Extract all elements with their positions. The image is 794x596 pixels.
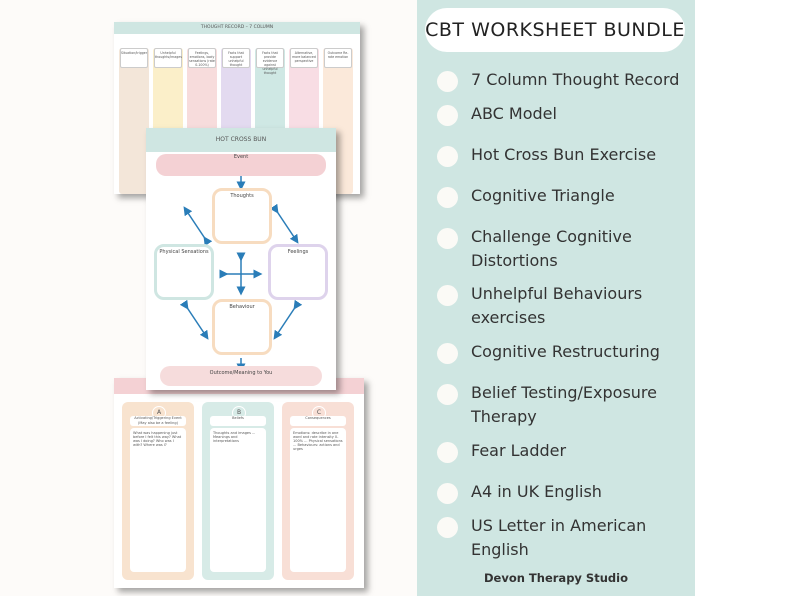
bundle-item-label: ABC Model xyxy=(471,104,557,123)
abc-letter: C xyxy=(312,406,326,420)
abc-model-sheet xyxy=(114,378,364,588)
outcome-label: Outcome/Meaning to You xyxy=(209,370,273,376)
bullet-dot-icon xyxy=(437,187,458,208)
bundle-item xyxy=(437,484,687,504)
thoughts-label: Thoughts xyxy=(230,193,254,199)
bundle-item xyxy=(437,188,687,208)
thought-record-column-header: Alternative, more balanced perspective xyxy=(290,48,318,68)
bundle-item-label: Hot Cross Bun Exercise xyxy=(471,145,657,164)
bundle-title: CBT WORKSHEET BUNDLE xyxy=(425,8,685,52)
bullet-dot-icon xyxy=(437,285,458,306)
abc-letter: A xyxy=(152,406,166,420)
bundle-item-label: Cognitive Triangle xyxy=(471,186,615,205)
abc-column-body: Emotions: describe in one word and rate intensity 0-100% ... Physical sensations ... Behaviours: actions and urges xyxy=(290,428,346,572)
abc-column-body: What was happening just before I felt this way? What was I doing? Who was I with? Where was I? xyxy=(130,428,186,572)
bullet-dot-icon xyxy=(437,71,458,92)
event-label: Event xyxy=(233,154,249,160)
bundle-item xyxy=(437,443,687,463)
bundle-item xyxy=(437,518,687,562)
bundle-item xyxy=(437,344,687,364)
thought-record-column-header: Situation/trigger xyxy=(120,48,148,68)
bundle-item xyxy=(437,286,687,330)
abc-letter: B xyxy=(232,406,246,420)
abc-column xyxy=(202,402,274,580)
behaviour-label: Behaviour xyxy=(229,304,255,310)
abc-column-label: Consequences xyxy=(290,416,346,426)
physical-sensations-box xyxy=(154,244,214,300)
abc-column xyxy=(122,402,194,580)
bundle-item-label: Cognitive Restructuring xyxy=(471,342,660,361)
bundle-item-label: Challenge Cognitive Distortions xyxy=(471,227,632,270)
thought-record-column-header: Facts that support unhelpful thought xyxy=(222,48,250,68)
bullet-dot-icon xyxy=(437,384,458,405)
thought-record-title: THOUGHT RECORD – 7 COLUMN xyxy=(114,22,360,34)
abc-column-label: Activating/Triggering Event (May also be a feeling) xyxy=(130,416,186,426)
feelings-label: Feelings xyxy=(287,249,309,255)
abc-column-body: Thoughts and images ... Meanings and interpretations xyxy=(210,428,266,572)
bullet-dot-icon xyxy=(437,442,458,463)
bundle-item xyxy=(437,229,687,273)
bundle-item xyxy=(437,106,687,126)
hot-cross-bun-title: HOT CROSS BUN xyxy=(146,128,336,152)
thought-record-column-header: Unhelpful thoughts/images xyxy=(154,48,182,68)
bundle-item xyxy=(437,385,687,429)
thought-record-column-header: Outcome Re-rate emotion xyxy=(324,48,352,68)
bullet-dot-icon xyxy=(437,343,458,364)
bullet-dot-icon xyxy=(437,483,458,504)
bundle-item-label: A4 in UK English xyxy=(471,482,602,501)
bundle-item xyxy=(437,147,687,167)
abc-column xyxy=(282,402,354,580)
bundle-item xyxy=(437,72,687,92)
bundle-item-label: Unhelpful Behaviours exercises xyxy=(471,284,643,327)
feelings-box xyxy=(268,244,328,300)
bundle-item-label: US Letter in American English xyxy=(471,516,647,559)
thought-record-column xyxy=(119,48,149,194)
behaviour-box xyxy=(212,299,272,355)
bundle-item-label: 7 Column Thought Record xyxy=(471,70,680,89)
bullet-dot-icon xyxy=(437,517,458,538)
thoughts-box xyxy=(212,188,272,244)
hot-cross-bun-sheet xyxy=(146,128,336,390)
studio-name: Devon Therapy Studio xyxy=(484,571,628,585)
bullet-dot-icon xyxy=(437,105,458,126)
outcome-box xyxy=(160,366,322,386)
thought-record-column-header: Facts that provide evidence against unhelpful thought xyxy=(256,48,284,68)
bundle-item-label: Fear Ladder xyxy=(471,441,567,460)
bundle-item-label: Belief Testing/Exposure Therapy xyxy=(471,383,657,426)
thought-record-column-header: Feelings, emotions, body sensations (rate 0-100%) xyxy=(188,48,216,68)
abc-column-label: Beliefs xyxy=(210,416,266,426)
bullet-dot-icon xyxy=(437,228,458,249)
bullet-dot-icon xyxy=(437,146,458,167)
physical-sensations-label: Physical Sensations xyxy=(159,249,209,255)
